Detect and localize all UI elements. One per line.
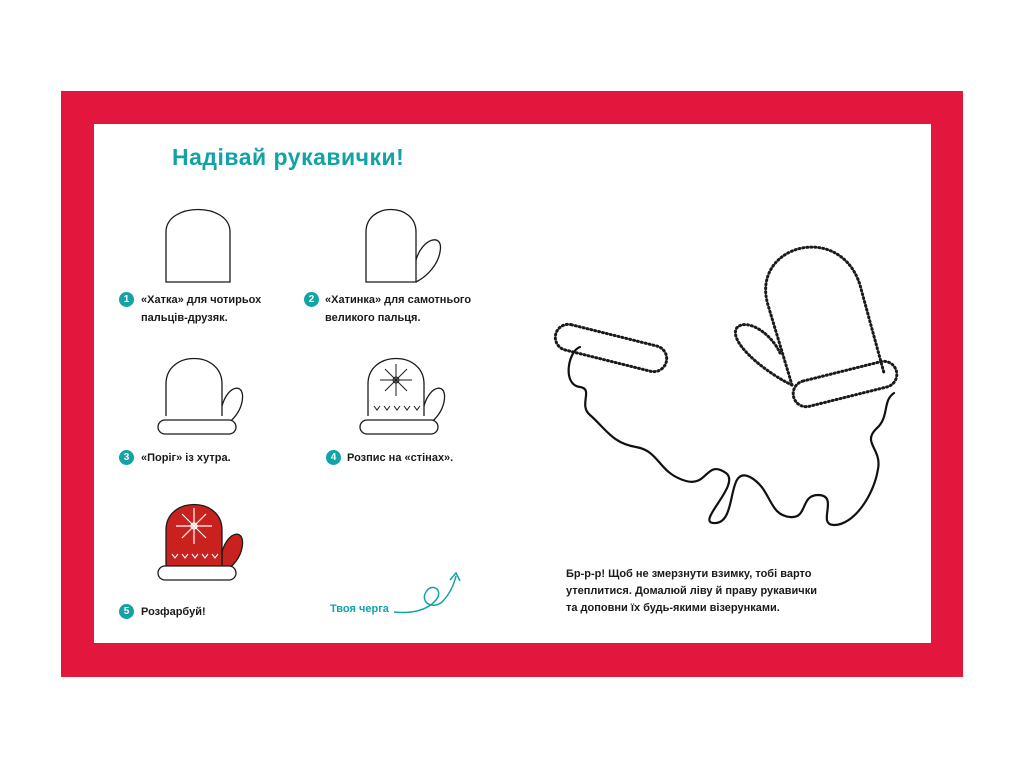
mitten-step-2-illustration [360,198,450,288]
curly-arrow-icon [392,570,468,620]
step-1-line-1: «Хатка» для чотирьох [141,294,262,306]
step-5-text [141,603,206,621]
instruction-line-3: та доповни їх будь-якими візерунками. [566,602,780,614]
step-1-number: 1 [119,292,134,307]
step-3-line-1: «Поріг» із хутра. [141,452,231,464]
mitten-step-1-illustration [160,198,240,288]
step-2-number: 2 [304,292,319,307]
tracing-mittens-drawing [540,225,920,535]
step-3-text [141,449,231,467]
step-4-text [347,449,453,467]
mitten-step-4-illustration [352,344,452,444]
step-3-number: 3 [119,450,134,465]
mitten-step-3-illustration [150,344,250,444]
step-2-line-2: великого пальця. [325,312,421,324]
instruction-text [566,566,856,617]
mitten-step-5-illustration [150,490,250,590]
step-2-text [325,291,471,327]
step-1-text [141,291,261,327]
instruction-line-1: Бр-р-р! Щоб не змерзнути взимку, тобі варто [566,568,812,580]
page-title: Надівай рукавички! [172,144,405,170]
step-5-number: 5 [119,604,134,619]
snowflake-icon [380,364,412,396]
step-4-line-1: Розпис на «стінах». [347,452,454,464]
step-4-number: 4 [326,450,341,465]
step-2-line-1: «Хатинка» для самотнього [325,294,472,306]
your-turn-label: Твоя черга [330,603,389,615]
step-1-line-2: пальців-друзяк. [141,312,228,324]
step-5-line-1: Розфарбуй! [141,606,206,618]
instruction-line-2: утеплитися. Домалюй ліву й праву рукавички [566,585,817,597]
